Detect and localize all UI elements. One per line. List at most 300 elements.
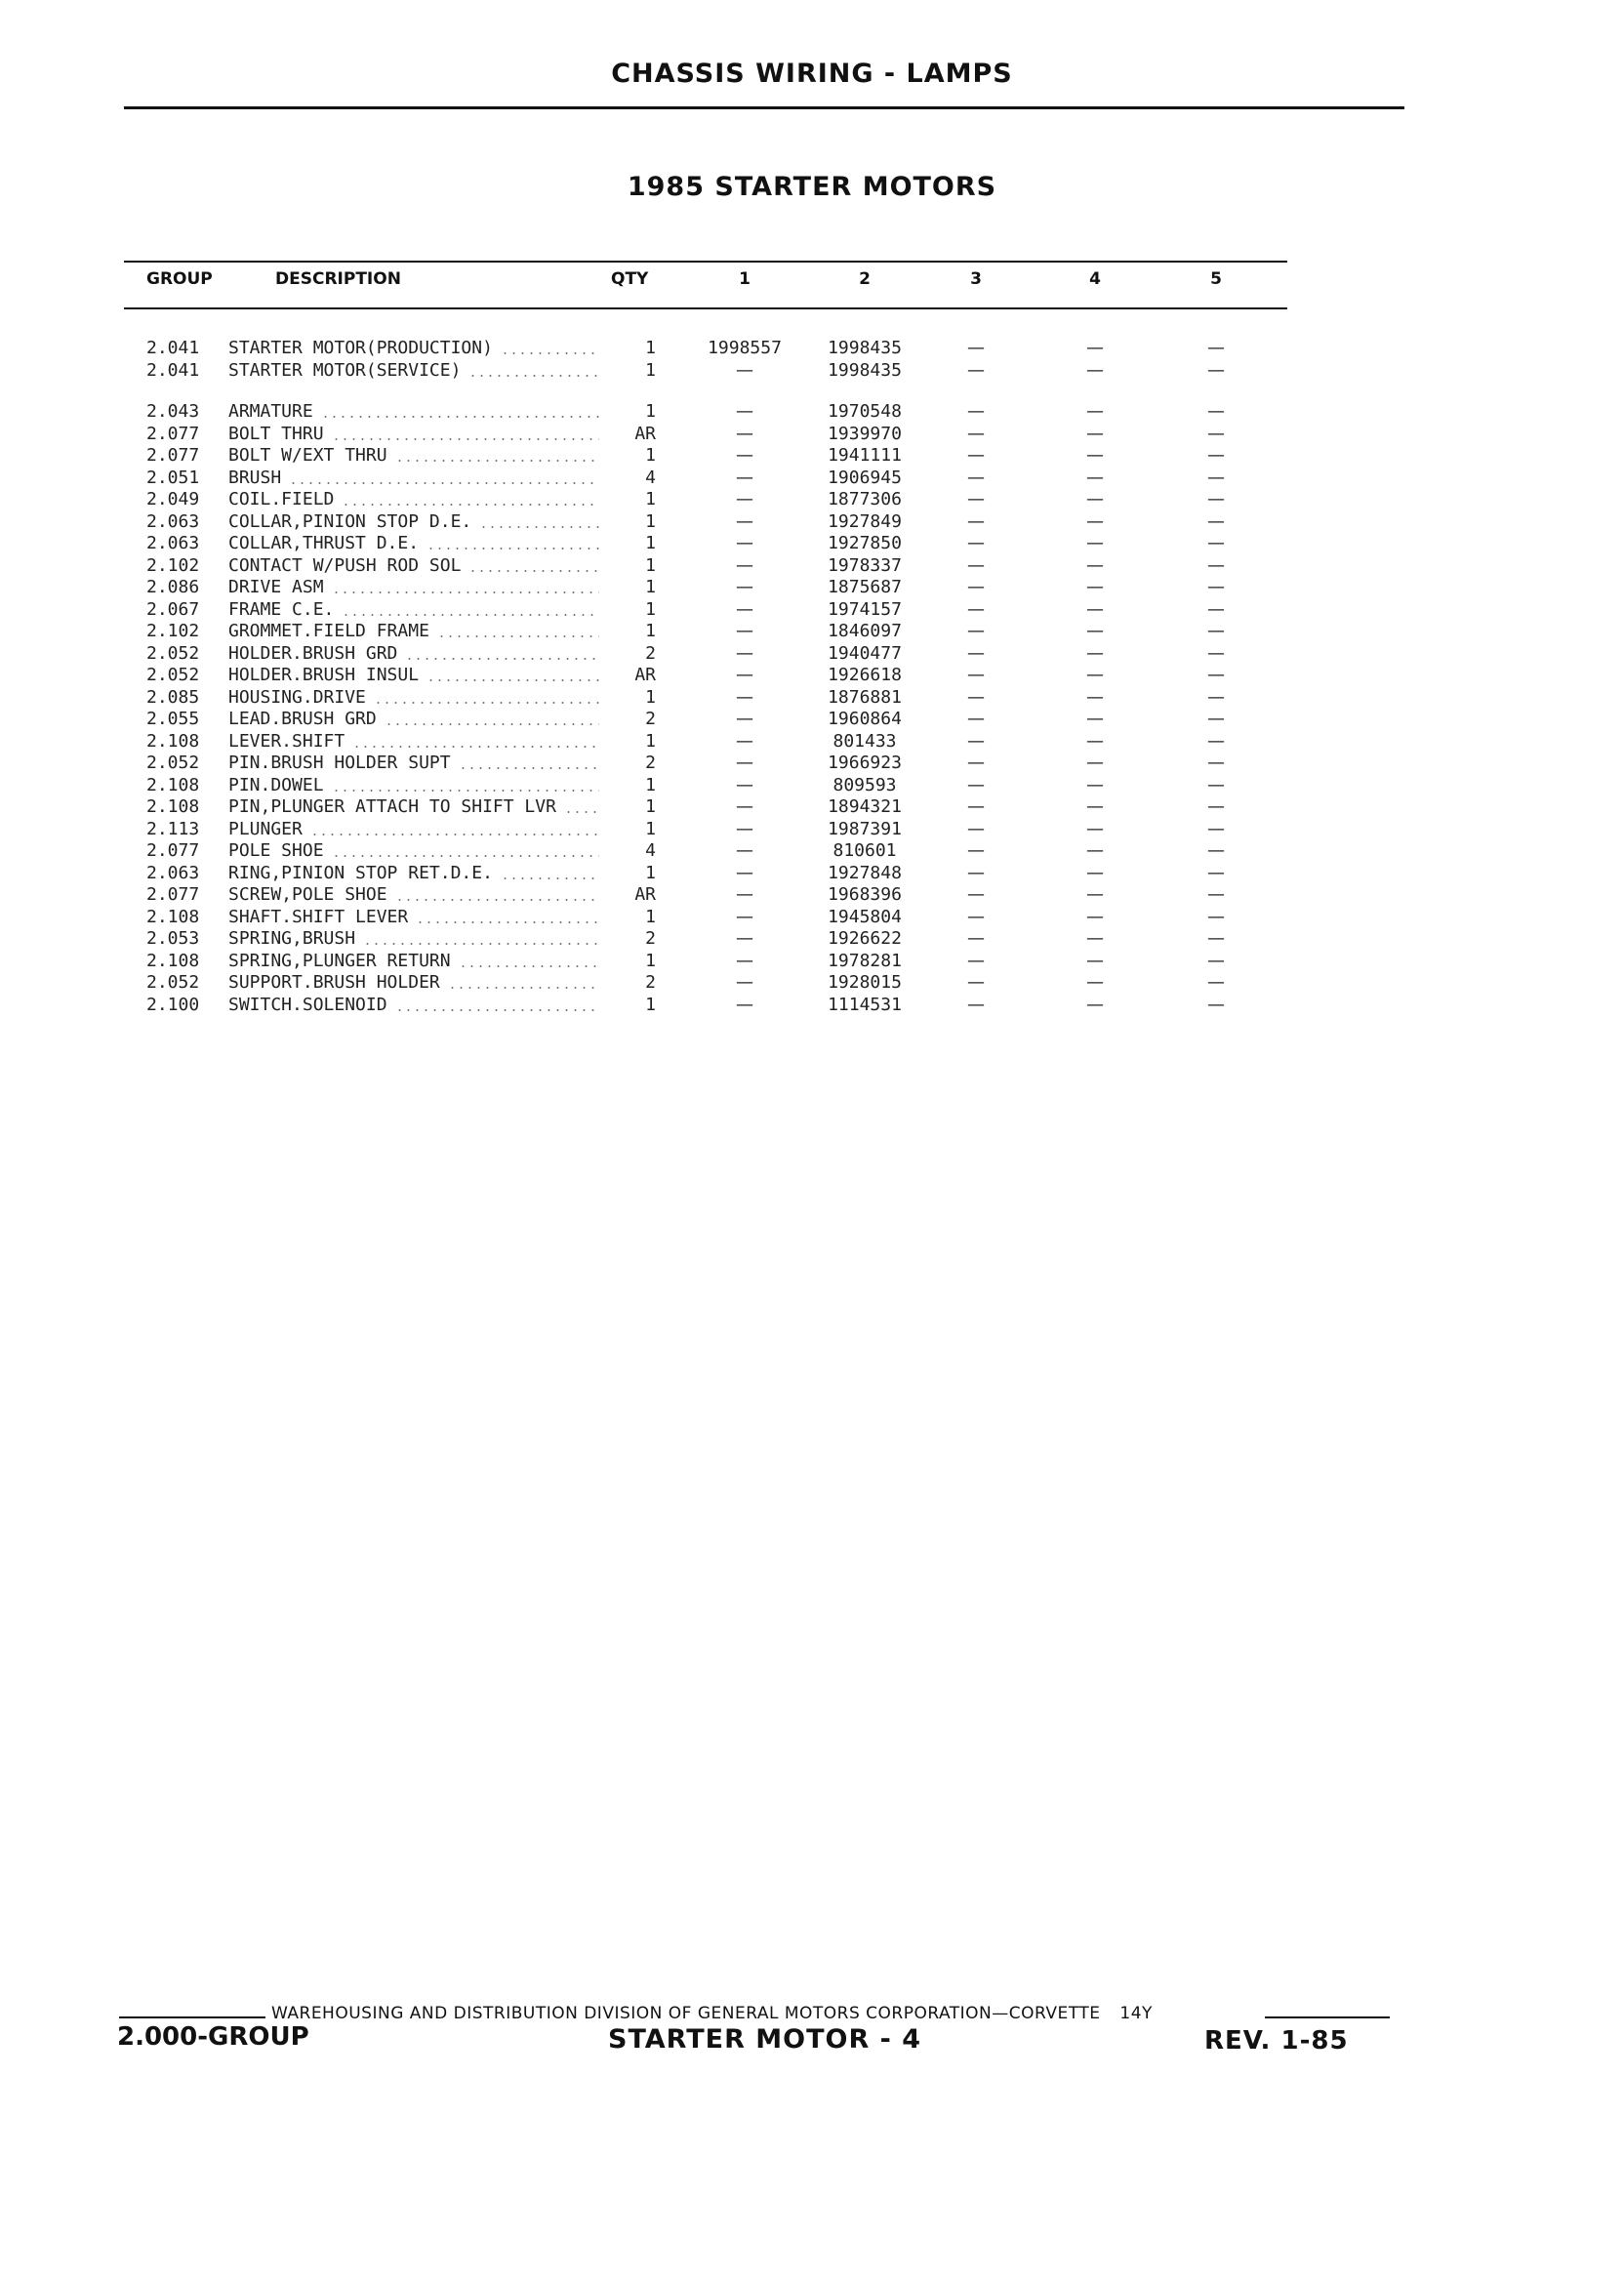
row-part-2: 1998435 (828, 359, 902, 381)
table-row (0, 401, 1624, 423)
footer-group-label: 2.000-GROUP (117, 2022, 309, 2052)
row-part-2: 1998435 (828, 338, 902, 358)
row-part-2: 1960864 (828, 709, 902, 729)
row-group: 2.077 (146, 423, 200, 444)
row-part-1: — (736, 709, 753, 729)
row-part-4: — (1086, 686, 1104, 708)
row-qty: 1 (645, 686, 656, 708)
row-part-2: 1906945 (828, 467, 902, 488)
row-part-1: — (736, 445, 753, 466)
row-group: 2.086 (146, 577, 200, 597)
row-group: 2.049 (146, 489, 200, 509)
row-description: SPRING,BRUSH (228, 928, 356, 949)
dotted-leader (395, 1009, 599, 1011)
row-part-4: — (1086, 730, 1104, 752)
row-part-5: — (1207, 359, 1225, 381)
row-group: 2.053 (146, 928, 200, 949)
row-part-5: — (1207, 730, 1225, 752)
row-part-4: — (1086, 401, 1104, 422)
row-part-1: — (736, 359, 753, 381)
dotted-leader (342, 614, 599, 616)
row-part-4: — (1086, 489, 1104, 509)
row-description: HOLDER.BRUSH INSUL (228, 665, 420, 685)
table-row (0, 511, 1624, 533)
row-part-2: 1939970 (828, 423, 902, 444)
row-part-5: — (1207, 840, 1225, 861)
row-part-5: — (1207, 533, 1225, 553)
row-part-1: — (736, 621, 753, 641)
row-part-3: — (967, 730, 985, 752)
row-part-5: — (1207, 709, 1225, 729)
row-qty: 1 (645, 818, 656, 839)
row-description: FRAME C.E. (228, 598, 335, 620)
row-description: PLUNGER (228, 818, 303, 839)
row-part-1: — (736, 753, 753, 773)
row-part-2: 1968396 (828, 884, 902, 905)
dotted-leader (416, 921, 599, 923)
row-part-5: — (1207, 621, 1225, 641)
row-part-2: 1876881 (828, 686, 902, 708)
row-part-3: — (967, 818, 985, 839)
row-group: 2.052 (146, 972, 200, 993)
dotted-leader (342, 504, 599, 506)
row-part-5: — (1207, 554, 1225, 576)
row-part-1: — (736, 510, 753, 532)
row-part-1: — (736, 862, 753, 883)
row-part-1: — (736, 774, 753, 795)
row-part-5: — (1207, 445, 1225, 466)
row-part-2: 1987391 (828, 818, 902, 839)
row-qty: 2 (645, 753, 656, 773)
row-part-2: 810601 (832, 840, 897, 861)
row-qty: AR (634, 423, 656, 444)
row-part-3: — (967, 753, 985, 773)
column-header-5: 5 (1210, 269, 1222, 289)
row-qty: 1 (645, 906, 656, 927)
row-group: 2.113 (146, 818, 200, 839)
footer-rule-left (119, 2016, 265, 2018)
row-part-1: — (736, 906, 753, 927)
row-part-1: — (736, 796, 753, 817)
row-part-3: — (967, 862, 985, 883)
row-part-1: — (736, 730, 753, 752)
row-group: 2.102 (146, 554, 200, 576)
row-group: 2.052 (146, 753, 200, 773)
row-part-1: — (736, 467, 753, 488)
row-group: 2.077 (146, 445, 200, 466)
row-part-2: 1926618 (828, 665, 902, 685)
row-qty: 4 (645, 467, 656, 488)
dotted-leader (501, 352, 599, 354)
row-part-4: — (1086, 423, 1104, 444)
row-description: SWITCH.SOLENOID (228, 994, 387, 1015)
row-part-3: — (967, 510, 985, 532)
row-part-2: 1926622 (828, 928, 902, 949)
table-top-rule (124, 261, 1287, 263)
row-part-3: — (967, 796, 985, 817)
row-part-4: — (1086, 467, 1104, 488)
row-group: 2.041 (146, 338, 200, 358)
row-part-3: — (967, 621, 985, 641)
row-part-1: — (736, 840, 753, 861)
table-row (0, 665, 1624, 686)
row-group: 2.067 (146, 598, 200, 620)
row-part-2: 809593 (832, 774, 897, 795)
row-description: CONTACT W/PUSH ROD SOL (228, 554, 462, 576)
table-row (0, 951, 1624, 972)
row-qty: 2 (645, 972, 656, 993)
table-row (0, 840, 1624, 862)
row-description: HOUSING.DRIVE (228, 686, 366, 708)
row-part-5: — (1207, 401, 1225, 422)
row-part-3: — (967, 577, 985, 597)
row-description: LEAD.BRUSH GRD (228, 709, 377, 729)
row-part-4: — (1086, 445, 1104, 466)
row-qty: 1 (645, 774, 656, 795)
row-part-2: 1945804 (828, 906, 902, 927)
column-header-description: DESCRIPTION (275, 269, 401, 289)
row-part-5: — (1207, 753, 1225, 773)
row-qty: 1 (645, 510, 656, 532)
row-group: 2.108 (146, 730, 200, 752)
row-part-1: — (736, 577, 753, 597)
row-part-2: 1978281 (828, 950, 902, 971)
row-group: 2.077 (146, 884, 200, 905)
row-part-4: — (1086, 950, 1104, 971)
row-part-4: — (1086, 774, 1104, 795)
table-row (0, 731, 1624, 753)
row-part-3: — (967, 709, 985, 729)
row-part-5: — (1207, 489, 1225, 509)
row-group: 2.085 (146, 686, 200, 708)
row-qty: 1 (645, 338, 656, 358)
row-part-1: — (736, 665, 753, 685)
table-row (0, 360, 1624, 382)
table-row (0, 863, 1624, 884)
footer-revision: REV. 1-85 (1204, 2026, 1349, 2056)
row-part-3: — (967, 554, 985, 576)
row-qty: 1 (645, 862, 656, 883)
dotted-leader (459, 965, 599, 967)
row-qty: 1 (645, 950, 656, 971)
row-part-1: — (736, 642, 753, 664)
row-description: COLLAR,PINION STOP D.E. (228, 510, 472, 532)
row-part-3: — (967, 972, 985, 993)
row-description: PIN.BRUSH HOLDER SUPT (228, 753, 451, 773)
row-qty: 2 (645, 709, 656, 729)
row-part-5: — (1207, 818, 1225, 839)
table-row (0, 995, 1624, 1016)
row-qty: 1 (645, 621, 656, 641)
row-part-4: — (1086, 840, 1104, 861)
header-rule (124, 106, 1404, 109)
row-description: BOLT THRU (228, 423, 324, 444)
table-row (0, 621, 1624, 642)
row-qty: 2 (645, 928, 656, 949)
row-part-4: — (1086, 862, 1104, 883)
row-part-3: — (967, 533, 985, 553)
table-row (0, 468, 1624, 489)
row-qty: AR (634, 884, 656, 905)
row-group: 2.052 (146, 665, 200, 685)
row-group: 2.063 (146, 862, 200, 883)
row-part-2: 1974157 (828, 598, 902, 620)
row-part-5: — (1207, 642, 1225, 664)
row-part-3: — (967, 665, 985, 685)
row-part-2: 1928015 (828, 972, 902, 993)
row-part-3: — (967, 906, 985, 927)
row-qty: 1 (645, 598, 656, 620)
row-part-2: 1978337 (828, 554, 902, 576)
row-part-5: — (1207, 577, 1225, 597)
row-part-4: — (1086, 533, 1104, 553)
row-part-3: — (967, 359, 985, 381)
dotted-leader (332, 438, 599, 440)
row-qty: 1 (645, 994, 656, 1015)
row-part-2: 1927848 (828, 862, 902, 883)
row-part-5: — (1207, 906, 1225, 927)
row-part-1: — (736, 489, 753, 509)
table-row (0, 338, 1624, 359)
row-part-1: — (736, 533, 753, 553)
row-part-5: — (1207, 665, 1225, 685)
row-part-3: — (967, 994, 985, 1015)
dotted-leader (426, 679, 599, 681)
dotted-leader (564, 811, 599, 813)
row-part-1: — (736, 950, 753, 971)
row-description: PIN,PLUNGER ATTACH TO SHIFT LVR (228, 796, 556, 817)
dotted-leader (426, 548, 599, 550)
row-part-3: — (967, 598, 985, 620)
table-row (0, 533, 1624, 554)
row-part-2: 1114531 (828, 994, 902, 1015)
row-qty: 1 (645, 359, 656, 381)
row-group: 2.063 (146, 533, 200, 553)
dotted-leader (332, 790, 599, 792)
table-row (0, 555, 1624, 577)
row-group: 2.052 (146, 642, 200, 664)
row-part-3: — (967, 445, 985, 466)
row-group: 2.055 (146, 709, 200, 729)
row-part-3: — (967, 686, 985, 708)
row-description: STARTER MOTOR(SERVICE) (228, 359, 462, 381)
row-part-1: — (736, 554, 753, 576)
row-part-5: — (1207, 884, 1225, 905)
table-row (0, 489, 1624, 510)
row-part-1: — (736, 818, 753, 839)
column-header-3: 3 (970, 269, 982, 289)
column-header-qty: QTY (611, 269, 649, 289)
dotted-leader (352, 746, 599, 748)
row-part-4: — (1086, 753, 1104, 773)
table-row (0, 928, 1624, 950)
footer-distribution-text: WAREHOUSING AND DISTRIBUTION DIVISION OF GENERAL MOTORS CORPORATION—CORVETTE (271, 2004, 1101, 2023)
row-part-3: — (967, 489, 985, 509)
dotted-leader (395, 899, 599, 901)
table-row (0, 819, 1624, 840)
column-header-group: GROUP (146, 269, 213, 289)
row-part-4: — (1086, 338, 1104, 358)
row-description: BOLT W/EXT THRU (228, 445, 387, 466)
dotted-leader (437, 635, 599, 637)
row-group: 2.077 (146, 840, 200, 861)
row-description: DRIVE ASM (228, 577, 324, 597)
row-part-2: 1894321 (828, 796, 902, 817)
row-qty: 1 (645, 796, 656, 817)
row-part-4: — (1086, 928, 1104, 949)
table-row (0, 884, 1624, 906)
dotted-leader (501, 877, 599, 879)
row-group: 2.108 (146, 796, 200, 817)
row-part-3: — (967, 423, 985, 444)
table-header-rule (124, 307, 1287, 309)
dotted-leader (395, 460, 599, 462)
row-part-5: — (1207, 423, 1225, 444)
row-part-4: — (1086, 906, 1104, 927)
row-part-1: — (736, 972, 753, 993)
row-part-1: — (736, 884, 753, 905)
row-description: COIL.FIELD (228, 489, 335, 509)
row-part-3: — (967, 467, 985, 488)
row-part-2: 1875687 (828, 577, 902, 597)
row-part-4: — (1086, 884, 1104, 905)
row-description: PIN.DOWEL (228, 774, 324, 795)
table-row (0, 424, 1624, 445)
row-part-5: — (1207, 796, 1225, 817)
row-qty: 2 (645, 642, 656, 664)
dotted-leader (332, 855, 599, 857)
row-part-4: — (1086, 994, 1104, 1015)
row-part-1: — (736, 423, 753, 444)
row-part-5: — (1207, 994, 1225, 1015)
row-part-4: — (1086, 665, 1104, 685)
row-part-5: — (1207, 950, 1225, 971)
row-group: 2.063 (146, 510, 200, 532)
section-title: 1985 STARTER MOTORS (627, 172, 997, 202)
dotted-leader (448, 987, 599, 989)
row-description: BRUSH (228, 467, 282, 488)
footer-rule-right (1265, 2016, 1390, 2018)
row-part-2: 1927850 (828, 533, 902, 553)
row-part-2: 1966923 (828, 753, 902, 773)
row-part-1: 1998557 (708, 338, 782, 358)
row-part-4: — (1086, 972, 1104, 993)
row-part-4: — (1086, 621, 1104, 641)
table-row (0, 599, 1624, 621)
row-part-2: 1877306 (828, 489, 902, 509)
footer-section-label: STARTER MOTOR - 4 (608, 2024, 922, 2055)
row-part-2: 1941111 (828, 445, 902, 466)
row-part-4: — (1086, 598, 1104, 620)
row-part-3: — (967, 928, 985, 949)
row-description: SUPPORT.BRUSH HOLDER (228, 972, 440, 993)
row-part-1: — (736, 928, 753, 949)
row-qty: 4 (645, 840, 656, 861)
dotted-leader (468, 570, 599, 572)
row-description: SCREW,POLE SHOE (228, 884, 387, 905)
footer-distribution-line (271, 2004, 1153, 2023)
dotted-leader (289, 482, 599, 484)
dotted-leader (385, 723, 599, 725)
row-part-3: — (967, 884, 985, 905)
row-qty: 1 (645, 489, 656, 509)
footer-page-code: 14Y (1119, 2004, 1153, 2023)
table-row (0, 972, 1624, 994)
table-row (0, 753, 1624, 774)
dotted-leader (310, 834, 599, 835)
row-qty: 1 (645, 445, 656, 466)
row-part-5: — (1207, 467, 1225, 488)
row-part-3: — (967, 338, 985, 358)
table-row (0, 907, 1624, 928)
row-part-5: — (1207, 686, 1225, 708)
row-part-1: — (736, 994, 753, 1015)
row-part-5: — (1207, 972, 1225, 993)
row-description: SPRING,PLUNGER RETURN (228, 950, 451, 971)
column-header-4: 4 (1089, 269, 1101, 289)
table-row (0, 775, 1624, 796)
row-part-4: — (1086, 642, 1104, 664)
row-part-5: — (1207, 510, 1225, 532)
row-part-2: 1927849 (828, 510, 902, 532)
row-part-4: — (1086, 818, 1104, 839)
row-description: HOLDER.BRUSH GRD (228, 642, 398, 664)
table-row (0, 643, 1624, 665)
row-part-5: — (1207, 598, 1225, 620)
row-qty: 1 (645, 577, 656, 597)
row-part-2: 1940477 (828, 642, 902, 664)
row-part-4: — (1086, 510, 1104, 532)
row-part-3: — (967, 401, 985, 422)
dotted-leader (479, 526, 599, 528)
dotted-leader (332, 591, 599, 593)
table-row (0, 445, 1624, 467)
row-group: 2.102 (146, 621, 200, 641)
row-part-2: 1970548 (828, 401, 902, 422)
dotted-leader (321, 416, 599, 418)
row-qty: 1 (645, 730, 656, 752)
row-part-4: — (1086, 577, 1104, 597)
row-part-1: — (736, 598, 753, 620)
table-row (0, 796, 1624, 818)
row-part-4: — (1086, 709, 1104, 729)
row-group: 2.043 (146, 401, 200, 422)
row-description: COLLAR,THRUST D.E. (228, 533, 420, 553)
row-part-2: 801433 (832, 730, 897, 752)
row-part-3: — (967, 840, 985, 861)
row-part-2: 1846097 (828, 621, 902, 641)
row-qty: AR (634, 665, 656, 685)
row-description: RING,PINION STOP RET.D.E. (228, 862, 493, 883)
row-part-1: — (736, 401, 753, 422)
row-description: LEVER.SHIFT (228, 730, 345, 752)
row-description: ARMATURE (228, 401, 313, 422)
row-description: GROMMET.FIELD FRAME (228, 621, 429, 641)
row-part-1: — (736, 686, 753, 708)
row-group: 2.041 (146, 359, 200, 381)
row-group: 2.108 (146, 950, 200, 971)
row-description: POLE SHOE (228, 840, 324, 861)
column-header-1: 1 (739, 269, 751, 289)
dotted-leader (374, 702, 599, 704)
row-part-3: — (967, 642, 985, 664)
row-part-3: — (967, 950, 985, 971)
row-group: 2.051 (146, 467, 200, 488)
row-qty: 1 (645, 401, 656, 422)
row-part-3: — (967, 774, 985, 795)
row-group: 2.108 (146, 906, 200, 927)
row-description: STARTER MOTOR(PRODUCTION) (228, 338, 493, 358)
